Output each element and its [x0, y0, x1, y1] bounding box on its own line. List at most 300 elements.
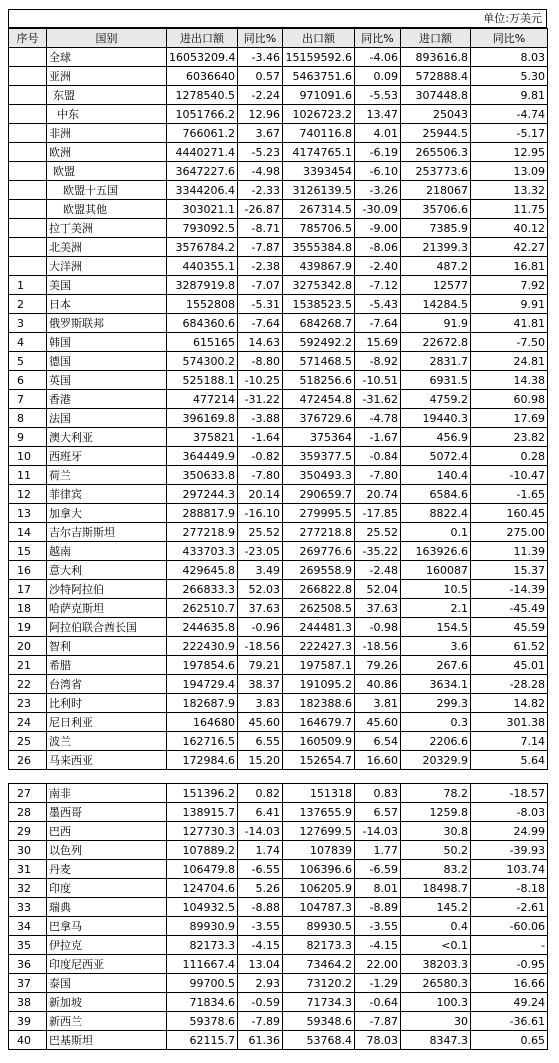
total-trade: 89930.9 [167, 917, 238, 936]
export-yoy: -17.85 [355, 504, 401, 523]
import-value: 145.2 [401, 898, 471, 917]
export-value: 267314.5 [283, 200, 355, 219]
import-value: 19440.3 [401, 409, 471, 428]
import-value: 5072.4 [401, 447, 471, 466]
country-name: 日本 [47, 295, 167, 314]
import-yoy: 160.45 [471, 504, 548, 523]
table-row [9, 86, 548, 105]
total-yoy: -0.59 [238, 993, 283, 1012]
import-yoy: 14.38 [471, 371, 548, 390]
import-yoy: 61.52 [471, 637, 548, 656]
row-index: 4 [9, 333, 47, 352]
row-index: 26 [9, 751, 47, 770]
export-yoy: 1.77 [355, 841, 401, 860]
total-trade: 297244.3 [167, 485, 238, 504]
total-yoy: 20.14 [238, 485, 283, 504]
import-value: 25944.5 [401, 124, 471, 143]
row-index: 14 [9, 523, 47, 542]
import-yoy: 0.65 [471, 1031, 548, 1050]
country-name: 欧盟 [47, 162, 167, 181]
country-name: 加拿大 [47, 504, 167, 523]
total-trade: 3576784.2 [167, 238, 238, 257]
export-value: 1026723.2 [283, 105, 355, 124]
row-index: 24 [9, 713, 47, 732]
total-trade: 99700.5 [167, 974, 238, 993]
total-trade: 3344206.4 [167, 181, 238, 200]
import-yoy: 12.95 [471, 143, 548, 162]
table-row [9, 898, 548, 917]
total-yoy: 37.63 [238, 599, 283, 618]
row-index: 6 [9, 371, 47, 390]
import-value: 8347.3 [401, 1031, 471, 1050]
table-row [9, 105, 548, 124]
export-value: 3555384.8 [283, 238, 355, 257]
export-value: 106396.6 [283, 860, 355, 879]
total-yoy: -3.88 [238, 409, 283, 428]
export-yoy: -4.15 [355, 936, 401, 955]
import-value: 154.5 [401, 618, 471, 637]
total-yoy: -0.82 [238, 447, 283, 466]
export-value: 269776.6 [283, 542, 355, 561]
import-yoy: 9.81 [471, 86, 548, 105]
total-trade: 164680 [167, 713, 238, 732]
export-yoy: -3.55 [355, 917, 401, 936]
export-yoy: -9.00 [355, 219, 401, 238]
import-yoy: 7.14 [471, 732, 548, 751]
total-trade: 127730.3 [167, 822, 238, 841]
export-value: 164679.7 [283, 713, 355, 732]
export-yoy: -0.98 [355, 618, 401, 637]
table-row [9, 694, 548, 713]
import-yoy: -8.18 [471, 879, 548, 898]
country-name: 新加坡 [47, 993, 167, 1012]
row-index: 35 [9, 936, 47, 955]
country-name: 菲律宾 [47, 485, 167, 504]
import-value: 10.5 [401, 580, 471, 599]
country-name: 波兰 [47, 732, 167, 751]
row-index: 16 [9, 561, 47, 580]
table-row [9, 637, 548, 656]
total-yoy: -4.15 [238, 936, 283, 955]
total-yoy: 12.96 [238, 105, 283, 124]
total-yoy: -8.80 [238, 352, 283, 371]
import-yoy: 5.64 [471, 751, 548, 770]
export-value: 740116.8 [283, 124, 355, 143]
export-value: 59348.6 [283, 1012, 355, 1031]
total-yoy: 14.63 [238, 333, 283, 352]
export-yoy: 45.60 [355, 713, 401, 732]
row-index: 39 [9, 1012, 47, 1031]
row-index: 29 [9, 822, 47, 841]
import-yoy: -28.28 [471, 675, 548, 694]
table-row [9, 713, 548, 732]
import-yoy: -2.61 [471, 898, 548, 917]
total-trade: 107889.2 [167, 841, 238, 860]
row-index: 7 [9, 390, 47, 409]
export-yoy: -8.89 [355, 898, 401, 917]
import-yoy: 45.01 [471, 656, 548, 675]
export-value: 269558.9 [283, 561, 355, 580]
table-row [9, 333, 548, 352]
import-yoy: - [471, 936, 548, 955]
export-value: 472454.8 [283, 390, 355, 409]
header-country: 国别 [47, 29, 167, 48]
country-name: 非洲 [47, 124, 167, 143]
total-yoy: -5.23 [238, 143, 283, 162]
row-index [9, 238, 47, 257]
import-yoy: -0.95 [471, 955, 548, 974]
table-row [9, 1031, 548, 1050]
import-value: 6931.5 [401, 371, 471, 390]
table-row [9, 485, 548, 504]
total-trade: 288817.9 [167, 504, 238, 523]
total-trade: 375821 [167, 428, 238, 447]
import-value: 30 [401, 1012, 471, 1031]
import-value: 3.6 [401, 637, 471, 656]
export-value: 82173.3 [283, 936, 355, 955]
export-yoy: -5.53 [355, 86, 401, 105]
row-index: 36 [9, 955, 47, 974]
total-yoy: 13.04 [238, 955, 283, 974]
import-value: 299.3 [401, 694, 471, 713]
header-row [9, 29, 548, 48]
export-value: 439867.9 [283, 257, 355, 276]
export-value: 684268.7 [283, 314, 355, 333]
import-yoy: 8.03 [471, 48, 548, 67]
country-name: 以色列 [47, 841, 167, 860]
total-trade: 525188.1 [167, 371, 238, 390]
export-yoy: -2.40 [355, 257, 401, 276]
country-name: 丹麦 [47, 860, 167, 879]
import-yoy: 16.66 [471, 974, 548, 993]
row-index [9, 257, 47, 276]
export-value: 127699.5 [283, 822, 355, 841]
import-value: 8822.4 [401, 504, 471, 523]
total-trade: 6036640 [167, 67, 238, 86]
export-value: 15159592.6 [283, 48, 355, 67]
table-row [9, 143, 548, 162]
export-yoy: 8.01 [355, 879, 401, 898]
export-value: 4174765.1 [283, 143, 355, 162]
row-index: 30 [9, 841, 47, 860]
country-name: 哈萨克斯坦 [47, 599, 167, 618]
total-yoy: -4.98 [238, 162, 283, 181]
import-value: 572888.4 [401, 67, 471, 86]
total-trade: 182687.9 [167, 694, 238, 713]
header-export: 出口额 [283, 29, 355, 48]
export-yoy: 25.52 [355, 523, 401, 542]
export-yoy: 3.81 [355, 694, 401, 713]
export-yoy: -6.19 [355, 143, 401, 162]
export-yoy: -0.64 [355, 993, 401, 1012]
export-value: 197587.1 [283, 656, 355, 675]
country-name: 中东 [47, 105, 167, 124]
total-trade: 111667.4 [167, 955, 238, 974]
unit-label: 单位:万美元 [8, 9, 547, 28]
total-yoy: 3.83 [238, 694, 283, 713]
total-trade: 3287919.8 [167, 276, 238, 295]
total-yoy: -7.80 [238, 466, 283, 485]
import-yoy: 11.39 [471, 542, 548, 561]
country-name: 东盟 [47, 86, 167, 105]
row-index [9, 143, 47, 162]
header-export-yoy: 同比% [355, 29, 401, 48]
row-index [9, 162, 47, 181]
export-yoy: -2.48 [355, 561, 401, 580]
export-yoy: -6.10 [355, 162, 401, 181]
import-value: 38203.3 [401, 955, 471, 974]
total-trade: 4440271.4 [167, 143, 238, 162]
total-yoy: -18.56 [238, 637, 283, 656]
import-value: 12577 [401, 276, 471, 295]
total-yoy: -1.64 [238, 428, 283, 447]
row-index: 33 [9, 898, 47, 917]
total-trade: 59378.6 [167, 1012, 238, 1031]
total-trade: 396169.8 [167, 409, 238, 428]
import-yoy: -36.61 [471, 1012, 548, 1031]
import-yoy: 103.74 [471, 860, 548, 879]
table-row [9, 879, 548, 898]
import-yoy: 9.91 [471, 295, 548, 314]
export-value: 107839 [283, 841, 355, 860]
table-row [9, 447, 548, 466]
country-name: 西班牙 [47, 447, 167, 466]
row-index: 12 [9, 485, 47, 504]
total-yoy: -3.46 [238, 48, 283, 67]
export-value: 191095.2 [283, 675, 355, 694]
import-yoy: 275.00 [471, 523, 548, 542]
row-index: 3 [9, 314, 47, 333]
country-name: 全球 [47, 48, 167, 67]
country-name: 荷兰 [47, 466, 167, 485]
import-yoy: -5.17 [471, 124, 548, 143]
total-trade: 277218.9 [167, 523, 238, 542]
total-trade: 1552808 [167, 295, 238, 314]
export-yoy: -7.87 [355, 1012, 401, 1031]
total-trade: 162716.5 [167, 732, 238, 751]
row-index [9, 67, 47, 86]
total-trade: 793092.5 [167, 219, 238, 238]
row-index: 40 [9, 1031, 47, 1050]
table-row [9, 1012, 548, 1031]
import-value: 2206.6 [401, 732, 471, 751]
table-row [9, 162, 548, 181]
export-value: 1538523.5 [283, 295, 355, 314]
import-yoy: 13.32 [471, 181, 548, 200]
export-value: 592492.2 [283, 333, 355, 352]
total-yoy: -23.05 [238, 542, 283, 561]
country-name: 沙特阿拉伯 [47, 580, 167, 599]
import-yoy: -60.06 [471, 917, 548, 936]
table-row [9, 822, 548, 841]
export-value: 3126139.5 [283, 181, 355, 200]
country-name: 北美洲 [47, 238, 167, 257]
export-yoy: -4.06 [355, 48, 401, 67]
import-value: 100.3 [401, 993, 471, 1012]
export-yoy: 37.63 [355, 599, 401, 618]
export-yoy: -18.56 [355, 637, 401, 656]
import-value: 265506.3 [401, 143, 471, 162]
export-yoy: -5.43 [355, 295, 401, 314]
table-row [9, 48, 548, 67]
export-value: 3275342.8 [283, 276, 355, 295]
table-row [9, 599, 548, 618]
total-trade: 151396.2 [167, 784, 238, 803]
export-yoy: -8.92 [355, 352, 401, 371]
export-yoy: 22.00 [355, 955, 401, 974]
total-yoy: -7.87 [238, 238, 283, 257]
total-trade: 433703.3 [167, 542, 238, 561]
row-index: 34 [9, 917, 47, 936]
table-row [9, 124, 548, 143]
row-index: 17 [9, 580, 47, 599]
country-name: 伊拉克 [47, 936, 167, 955]
country-name: 德国 [47, 352, 167, 371]
table-row [9, 181, 548, 200]
export-value: 375364 [283, 428, 355, 447]
country-name: 欧盟十五国 [47, 181, 167, 200]
table-row [9, 504, 548, 523]
export-yoy: 20.74 [355, 485, 401, 504]
country-name: 印度尼西亚 [47, 955, 167, 974]
table-row [9, 466, 548, 485]
import-value: 30.8 [401, 822, 471, 841]
total-trade: 615165 [167, 333, 238, 352]
import-yoy: -1.65 [471, 485, 548, 504]
country-name: 南非 [47, 784, 167, 803]
row-index [9, 48, 47, 67]
export-value: 222427.3 [283, 637, 355, 656]
import-value: 3634.1 [401, 675, 471, 694]
country-name: 希腊 [47, 656, 167, 675]
import-value: 18498.7 [401, 879, 471, 898]
total-trade: 350633.8 [167, 466, 238, 485]
import-value: 487.2 [401, 257, 471, 276]
total-trade: 684360.6 [167, 314, 238, 333]
export-value: 104787.3 [283, 898, 355, 917]
table-row [9, 200, 548, 219]
export-yoy: -3.26 [355, 181, 401, 200]
import-yoy: 14.82 [471, 694, 548, 713]
export-yoy: 52.04 [355, 580, 401, 599]
header-index: 序号 [9, 29, 47, 48]
import-yoy: 13.09 [471, 162, 548, 181]
export-value: 71734.3 [283, 993, 355, 1012]
header-total-yoy: 同比% [238, 29, 283, 48]
export-yoy: 40.86 [355, 675, 401, 694]
table-row [9, 675, 548, 694]
header-total-trade: 进出口额 [167, 29, 238, 48]
row-index [9, 181, 47, 200]
row-index: 37 [9, 974, 47, 993]
export-value: 151318 [283, 784, 355, 803]
export-yoy: -8.06 [355, 238, 401, 257]
total-trade: 104932.5 [167, 898, 238, 917]
total-trade: 172984.6 [167, 751, 238, 770]
table-row [9, 841, 548, 860]
row-index: 20 [9, 637, 47, 656]
row-index: 18 [9, 599, 47, 618]
import-yoy: 7.92 [471, 276, 548, 295]
export-yoy: 0.09 [355, 67, 401, 86]
import-value: 2.1 [401, 599, 471, 618]
total-yoy: 0.82 [238, 784, 283, 803]
total-trade: 440355.1 [167, 257, 238, 276]
table-row [9, 803, 548, 822]
import-value: 253773.6 [401, 162, 471, 181]
total-trade: 138915.7 [167, 803, 238, 822]
row-index: 32 [9, 879, 47, 898]
import-yoy: 45.59 [471, 618, 548, 637]
country-name: 瑞典 [47, 898, 167, 917]
import-value: 21399.3 [401, 238, 471, 257]
export-value: 160509.9 [283, 732, 355, 751]
import-value: 163926.6 [401, 542, 471, 561]
country-name: 越南 [47, 542, 167, 561]
table-row [9, 860, 548, 879]
country-name: 泰国 [47, 974, 167, 993]
total-trade: 303021.1 [167, 200, 238, 219]
total-yoy: 61.36 [238, 1031, 283, 1050]
total-yoy: 5.26 [238, 879, 283, 898]
export-value: 277218.8 [283, 523, 355, 542]
table-row [9, 257, 548, 276]
import-yoy: 24.81 [471, 352, 548, 371]
total-yoy: 6.41 [238, 803, 283, 822]
import-value: 6584.6 [401, 485, 471, 504]
table-row [9, 314, 548, 333]
total-yoy: -0.96 [238, 618, 283, 637]
row-index: 31 [9, 860, 47, 879]
total-yoy: 3.67 [238, 124, 283, 143]
country-name: 美国 [47, 276, 167, 295]
table-row [9, 993, 548, 1012]
table-row [9, 276, 548, 295]
row-index: 27 [9, 784, 47, 803]
total-yoy: 6.55 [238, 732, 283, 751]
country-name: 韩国 [47, 333, 167, 352]
import-value: 83.2 [401, 860, 471, 879]
country-name: 意大利 [47, 561, 167, 580]
total-yoy: 15.20 [238, 751, 283, 770]
total-trade: 244635.8 [167, 618, 238, 637]
import-yoy: 40.12 [471, 219, 548, 238]
total-yoy: 79.21 [238, 656, 283, 675]
import-value: 22672.8 [401, 333, 471, 352]
country-name: 拉丁美洲 [47, 219, 167, 238]
row-index [9, 86, 47, 105]
row-index: 15 [9, 542, 47, 561]
export-value: 359377.5 [283, 447, 355, 466]
export-yoy: 13.47 [355, 105, 401, 124]
row-index: 1 [9, 276, 47, 295]
import-yoy: -7.50 [471, 333, 548, 352]
total-yoy: -6.55 [238, 860, 283, 879]
import-yoy: 17.69 [471, 409, 548, 428]
import-yoy: 42.27 [471, 238, 548, 257]
import-yoy: 24.99 [471, 822, 548, 841]
import-value: 160087 [401, 561, 471, 580]
export-yoy: 78.03 [355, 1031, 401, 1050]
country-name: 巴西 [47, 822, 167, 841]
country-name: 俄罗斯联邦 [47, 314, 167, 333]
country-name: 欧洲 [47, 143, 167, 162]
table-row [9, 428, 548, 447]
import-value: 4759.2 [401, 390, 471, 409]
export-yoy: -7.64 [355, 314, 401, 333]
import-yoy: 16.81 [471, 257, 548, 276]
import-yoy: 0.28 [471, 447, 548, 466]
